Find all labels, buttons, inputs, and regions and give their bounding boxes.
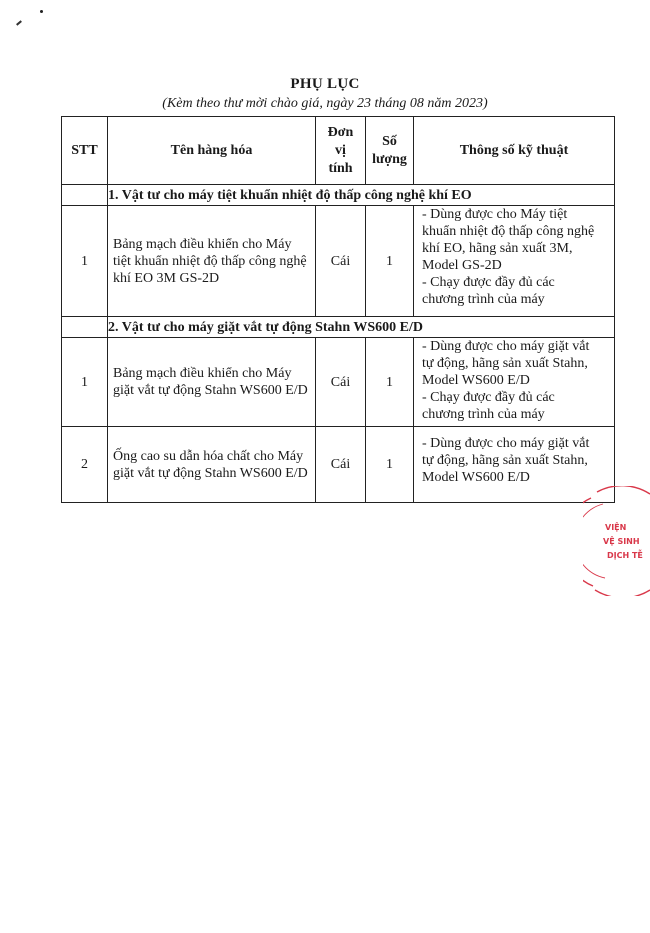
section-title: 2. Vật tư cho máy giặt vắt tự động Stahn WS600 E/D bbox=[108, 317, 615, 338]
cell-unit: Cái bbox=[316, 427, 366, 503]
seal-arc bbox=[597, 486, 650, 494]
red-seal-stamp bbox=[583, 486, 650, 596]
table-row bbox=[62, 206, 615, 317]
seal-text: VỆ SINH bbox=[603, 537, 640, 546]
cell-stt: 2 bbox=[62, 427, 108, 503]
cell-name: Ống cao su dẫn hóa chất cho Máy giặt vắt tự động Stahn WS600 E/D bbox=[108, 427, 316, 503]
table-row bbox=[62, 427, 615, 503]
cell-qty: 1 bbox=[366, 206, 414, 317]
appendix-table bbox=[61, 116, 615, 503]
cell-qty: 1 bbox=[366, 338, 414, 427]
cell-stt: 1 bbox=[62, 206, 108, 317]
seal-arc bbox=[583, 504, 605, 578]
section-row bbox=[62, 185, 615, 206]
scan-speck bbox=[40, 10, 43, 13]
cell-spec: - Dùng được cho Máy tiệt khuẩn nhiệt độ thấp công nghệ khí EO, hãng sản xuất 3M, Model GS-2D - Chạy được đầy đủ các chương trình của máy bbox=[414, 206, 615, 317]
page-subtitle: (Kèm theo thư mời chào giá, ngày 23 tháng 08 năm 2023) bbox=[162, 96, 488, 111]
header-unit: Đơn vị tính bbox=[316, 117, 366, 185]
header-name: Tên hàng hóa bbox=[108, 117, 316, 185]
seal-text: VIỆN bbox=[605, 523, 627, 532]
seal-text: DỊCH TỄ bbox=[607, 551, 643, 560]
cell-name: Bảng mạch điều khiển cho Máy giặt vắt tự động Stahn WS600 E/D bbox=[108, 338, 316, 427]
cell-unit: Cái bbox=[316, 206, 366, 317]
cell-unit: Cái bbox=[316, 338, 366, 427]
section-title: 1. Vật tư cho máy tiệt khuẩn nhiệt độ thấp công nghệ khí EO bbox=[108, 185, 615, 206]
section-row bbox=[62, 317, 615, 338]
header-stt: STT bbox=[62, 117, 108, 185]
scan-mark bbox=[16, 20, 22, 25]
cell-spec: - Dùng được cho máy giặt vắt tự động, hãng sản xuất Stahn, Model WS600 E/D bbox=[414, 427, 615, 503]
table-row bbox=[62, 338, 615, 427]
page-title: PHỤ LỤC bbox=[290, 76, 360, 92]
seal-arc bbox=[595, 590, 650, 596]
cell-qty: 1 bbox=[366, 427, 414, 503]
header-spec: Thông số kỹ thuật bbox=[414, 117, 615, 185]
cell-stt: 1 bbox=[62, 338, 108, 427]
header-qty: Số lượng bbox=[366, 117, 414, 185]
header-row bbox=[62, 117, 615, 185]
cell-name: Bảng mạch điều khiển cho Máy tiệt khuẩn nhiệt độ thấp công nghệ khí EO 3M GS-2D bbox=[108, 206, 316, 317]
cell-spec: - Dùng được cho máy giặt vắt tự động, hãng sản xuất Stahn, Model WS600 E/D - Chạy được đầy đủ các chương trình của máy bbox=[414, 338, 615, 427]
